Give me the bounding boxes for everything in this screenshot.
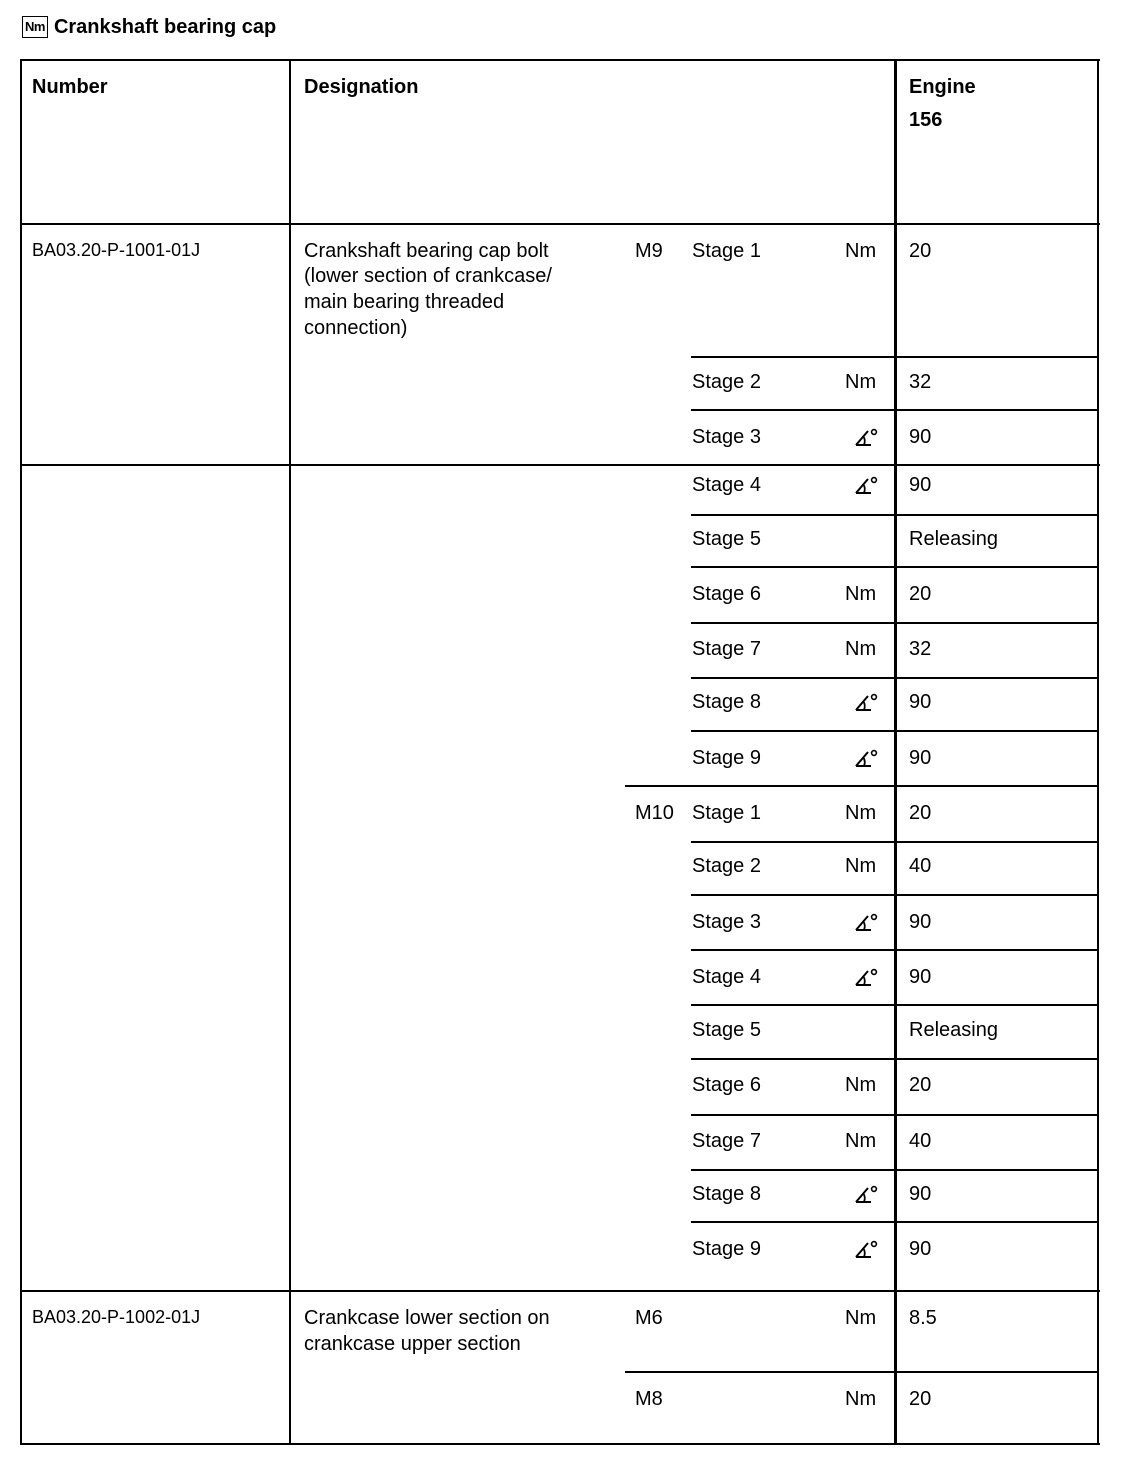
header-engine: Engine xyxy=(909,76,976,98)
m10-stage-1-value: 20 xyxy=(909,802,932,824)
stage-divider-m10-3 xyxy=(691,949,1099,951)
m9-stage-4-label: Stage 4 xyxy=(692,474,761,496)
stage-divider-m9-6 xyxy=(691,677,1099,679)
stage-divider-m10-8 xyxy=(691,1221,1099,1223)
stage-divider-m10-2 xyxy=(691,894,1099,896)
m9-stage-1-unit: Nm xyxy=(845,240,877,262)
m9-stage-3-angle-icon xyxy=(853,426,879,448)
table-border-left xyxy=(20,59,22,1445)
stage-divider-m9-5 xyxy=(691,622,1099,624)
nm-torque-icon: Nm xyxy=(22,16,48,38)
thread-divider-m10 xyxy=(625,785,1099,787)
designation-1-line-1: Crankshaft bearing cap bolt xyxy=(304,240,549,262)
m10-stage-1-label: Stage 1 xyxy=(692,802,761,824)
header-designation: Designation xyxy=(304,76,419,98)
m9-stage-3-label: Stage 3 xyxy=(692,426,761,448)
m9-stage-1-value: 20 xyxy=(909,240,932,262)
m9-stage-1-label: Stage 1 xyxy=(692,240,761,262)
row-divider-crankcase xyxy=(20,1290,1100,1292)
m9-stage-6-value: 20 xyxy=(909,583,932,605)
stage-divider-m10-5 xyxy=(691,1058,1099,1060)
m10-stage-8-label: Stage 8 xyxy=(692,1183,761,1205)
m10-stage-8-value: 90 xyxy=(909,1183,932,1205)
m10-stage-7-value: 40 xyxy=(909,1130,932,1152)
stage-divider-m10-6 xyxy=(691,1114,1099,1116)
column-divider-engine xyxy=(894,59,897,1445)
m10-stage-4-label: Stage 4 xyxy=(692,966,761,988)
designation-2-line-1: Crankcase lower section on xyxy=(304,1307,550,1329)
m9-stage-4-angle-icon xyxy=(853,474,879,496)
header-engine-number: 156 xyxy=(909,109,943,131)
m9-stage-9-value: 90 xyxy=(909,747,932,769)
designation-1-line-4: connection) xyxy=(304,317,408,339)
m9-stage-2-label: Stage 2 xyxy=(692,371,761,393)
column-divider-number xyxy=(289,59,291,1445)
m9-stage-5-label: Stage 5 xyxy=(692,528,761,550)
m10-stage-5-label: Stage 5 xyxy=(692,1019,761,1041)
m9-stage-5-value: Releasing xyxy=(909,528,998,550)
crankcase-2-unit: Nm xyxy=(845,1388,877,1410)
m10-stage-9-angle-icon xyxy=(853,1238,879,1260)
m10-stage-9-value: 90 xyxy=(909,1238,932,1260)
m10-stage-2-label: Stage 2 xyxy=(692,855,761,877)
table-border-top xyxy=(20,59,1100,61)
m10-stage-1-unit: Nm xyxy=(845,802,877,824)
thread-size-m10: M10 xyxy=(635,802,674,824)
stage-divider-m9-3 xyxy=(691,514,1099,516)
thread-divider-m8 xyxy=(625,1371,1099,1373)
m9-stage-8-angle-icon xyxy=(853,691,879,713)
thread-size-m8: M8 xyxy=(635,1388,663,1410)
m9-stage-8-label: Stage 8 xyxy=(692,691,761,713)
m10-stage-3-value: 90 xyxy=(909,911,932,933)
table-border-right xyxy=(1097,59,1099,1445)
m9-stage-6-label: Stage 6 xyxy=(692,583,761,605)
m10-stage-4-value: 90 xyxy=(909,966,932,988)
stage-divider-m10-7 xyxy=(691,1169,1099,1171)
crankcase-2-value: 20 xyxy=(909,1388,932,1410)
m9-stage-3-value: 90 xyxy=(909,426,932,448)
m10-stage-2-value: 40 xyxy=(909,855,932,877)
m10-stage-5-value: Releasing xyxy=(909,1019,998,1041)
designation-2-line-2: crankcase upper section xyxy=(304,1333,521,1355)
designation-1-line-3: main bearing threaded xyxy=(304,291,505,313)
m9-stage-7-unit: Nm xyxy=(845,638,877,660)
crankcase-1-value: 8.5 xyxy=(909,1307,937,1329)
crankcase-1-unit: Nm xyxy=(845,1307,877,1329)
m10-stage-7-label: Stage 7 xyxy=(692,1130,761,1152)
thread-size-m6: M6 xyxy=(635,1307,663,1329)
m10-stage-3-label: Stage 3 xyxy=(692,911,761,933)
table-border-bottom xyxy=(20,1443,1100,1445)
m10-stage-8-angle-icon xyxy=(853,1183,879,1205)
m9-stage-2-value: 32 xyxy=(909,371,932,393)
stage-divider-m9-2 xyxy=(691,409,1099,411)
part-number-1: BA03.20-P-1001-01J xyxy=(32,240,201,260)
m10-stage-3-angle-icon xyxy=(853,911,879,933)
thread-size-m9: M9 xyxy=(635,240,663,262)
row-divider-page-break xyxy=(20,464,1100,466)
section-title-text: Crankshaft bearing cap xyxy=(53,15,277,38)
stage-divider-m9-7 xyxy=(691,730,1099,732)
m10-stage-6-unit: Nm xyxy=(845,1074,877,1096)
m10-stage-9-label: Stage 9 xyxy=(692,1238,761,1260)
m9-stage-4-value: 90 xyxy=(909,474,932,496)
stage-divider-m9-1 xyxy=(691,356,1099,358)
m9-stage-7-value: 32 xyxy=(909,638,932,660)
m9-stage-6-unit: Nm xyxy=(845,583,877,605)
m9-stage-8-value: 90 xyxy=(909,691,932,713)
m10-stage-6-value: 20 xyxy=(909,1074,932,1096)
m10-stage-4-angle-icon xyxy=(853,966,879,988)
part-number-2: BA03.20-P-1002-01J xyxy=(32,1307,201,1327)
m9-stage-7-label: Stage 7 xyxy=(692,638,761,660)
m9-stage-2-unit: Nm xyxy=(845,371,877,393)
designation-1-line-2: (lower section of crankcase/ xyxy=(304,265,552,287)
m10-stage-2-unit: Nm xyxy=(845,855,877,877)
m10-stage-7-unit: Nm xyxy=(845,1130,877,1152)
m9-stage-9-label: Stage 9 xyxy=(692,747,761,769)
stage-divider-m10-4 xyxy=(691,1004,1099,1006)
stage-divider-m9-4 xyxy=(691,566,1099,568)
m10-stage-6-label: Stage 6 xyxy=(692,1074,761,1096)
header-number: Number xyxy=(32,76,108,98)
stage-divider-m10-1 xyxy=(691,841,1099,843)
m9-stage-9-angle-icon xyxy=(853,747,879,769)
row-divider-header xyxy=(20,223,1100,225)
